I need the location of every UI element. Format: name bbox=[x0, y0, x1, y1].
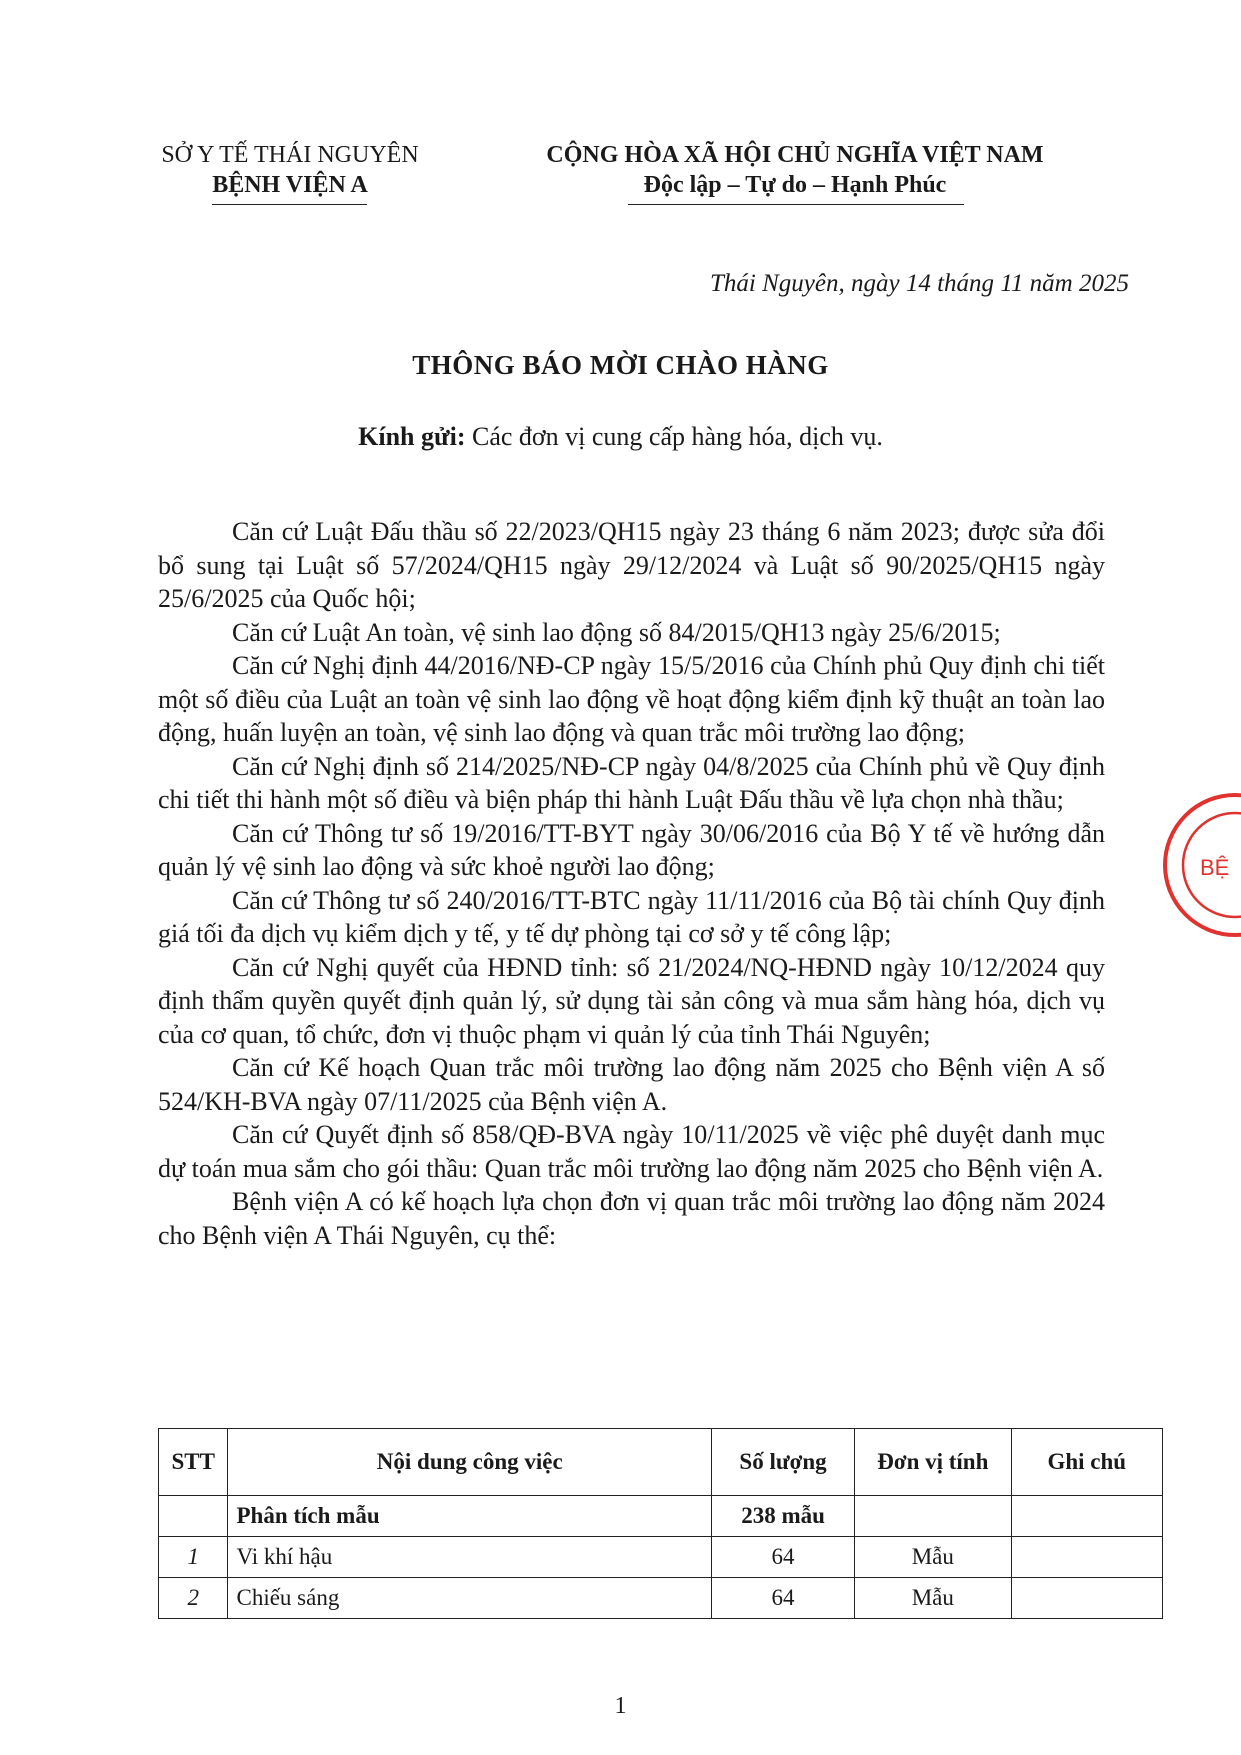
paragraph: Căn cứ Thông tư số 240/2016/TT-BTC ngày 11/11/2016 của Bộ tài chính Quy định giá tối đa dịch vụ kiểm dịch y tế, y tế dự phòng tại cơ sở y tế công lập; bbox=[158, 885, 1105, 948]
group-unit-cell bbox=[855, 1496, 1011, 1537]
column-header-unit: Đơn vị tính bbox=[855, 1429, 1011, 1496]
column-header-note: Ghi chú bbox=[1011, 1429, 1162, 1496]
org-name: BỆNH VIỆN A bbox=[212, 172, 368, 198]
paragraph: Căn cứ Nghị định số 214/2025/NĐ-CP ngày 04/8/2025 của Chính phủ về Quy định chi tiết thi hành một số điều và biện pháp thi hành Luật Đấu thầu về lựa chọn nhà thầu; bbox=[158, 751, 1105, 814]
recipient-line bbox=[0, 422, 1241, 452]
nation-name: CỘNG HÒA XÃ HỘI CHỦ NGHĨA VIỆT NAM bbox=[546, 142, 1044, 168]
date-line: Thái Nguyên, ngày 14 tháng 11 năm 2025 bbox=[710, 270, 1129, 297]
table-row bbox=[159, 1578, 1163, 1619]
table-header-row bbox=[159, 1429, 1163, 1496]
motto-underline bbox=[628, 204, 964, 205]
group-note-cell bbox=[1011, 1496, 1162, 1537]
row-stt-cell: 2 bbox=[159, 1578, 228, 1619]
row-note-cell bbox=[1011, 1537, 1162, 1578]
paragraph: Căn cứ Nghị định 44/2016/NĐ-CP ngày 15/5/2016 của Chính phủ Quy định chi tiết một số điều của Luật an toàn vệ sinh lao động về hoạt động kiểm định kỹ thuật an toàn lao động, huấn luyện an toàn, vệ sinh lao động và quan trắc môi trường lao động; bbox=[158, 651, 1105, 747]
national-heading bbox=[490, 140, 1100, 200]
issuing-agency bbox=[140, 140, 440, 200]
row-note-cell bbox=[1011, 1578, 1162, 1619]
paragraph: Căn cứ Kế hoạch Quan trắc môi trường lao động năm 2025 cho Bệnh viện A số 524/KH-BVA ngày 07/11/2025 của Bệnh viện A. bbox=[158, 1053, 1105, 1116]
row-quantity-cell: 64 bbox=[712, 1537, 855, 1578]
paragraph: Căn cứ Luật Đấu thầu số 22/2023/QH15 ngày 23 tháng 6 năm 2023; được sửa đổi bổ sung tại Luật số 57/2024/QH15 ngày 29/12/2024 và Luật số 90/2025/QH15 ngày 25/6/2025 của Quốc hội; bbox=[158, 517, 1105, 613]
official-stamp bbox=[1160, 790, 1241, 940]
parent-org: SỞ Y TẾ THÁI NGUYÊN bbox=[161, 142, 419, 168]
motto: Độc lập – Tự do – Hạnh Phúc bbox=[643, 172, 947, 198]
paragraph: Căn cứ Thông tư số 19/2016/TT-BYT ngày 30/06/2016 của Bộ Y tế về hướng dẫn quản lý vệ sinh lao động và sức khoẻ người lao động; bbox=[158, 818, 1105, 881]
row-quantity-cell: 64 bbox=[712, 1578, 855, 1619]
table-group-row bbox=[159, 1496, 1163, 1537]
column-header-quantity: Số lượng bbox=[712, 1429, 855, 1496]
column-header-stt: STT bbox=[159, 1429, 228, 1496]
paragraph: Căn cứ Luật An toàn, vệ sinh lao động số 84/2015/QH13 ngày 25/6/2015; bbox=[232, 617, 1001, 647]
paragraph: Bệnh viện A có kế hoạch lựa chọn đơn vị quan trắc môi trường lao động năm 2024 cho Bệnh viện A Thái Nguyên, cụ thể: bbox=[158, 1187, 1105, 1250]
row-unit-cell: Mẫu bbox=[855, 1537, 1011, 1578]
org-underline bbox=[212, 204, 367, 205]
page-number: 1 bbox=[614, 1693, 627, 1719]
row-stt-cell: 1 bbox=[159, 1537, 228, 1578]
row-unit-cell: Mẫu bbox=[855, 1578, 1011, 1619]
document-title: THÔNG BÁO MỜI CHÀO HÀNG bbox=[412, 350, 829, 380]
stamp-text: BỆ bbox=[1200, 855, 1230, 880]
row-content-cell: Chiếu sáng bbox=[228, 1578, 712, 1619]
paragraph: Căn cứ Nghị quyết của HĐND tỉnh: số 21/2024/NQ-HĐND ngày 10/12/2024 quy định thẩm quyền quyết định quản lý, sử dụng tài sản công và mua sắm hàng hóa, dịch vụ của cơ quan, tổ chức, đơn vị thuộc phạm vi quản lý của tỉnh Thái Nguyên; bbox=[158, 952, 1105, 1049]
group-quantity-cell: 238 mẫu bbox=[712, 1496, 855, 1537]
recipient-label: Kính gửi: bbox=[358, 422, 466, 451]
recipient-text: Các đơn vị cung cấp hàng hóa, dịch vụ. bbox=[465, 422, 883, 451]
group-stt-cell bbox=[159, 1496, 228, 1537]
table-row bbox=[159, 1537, 1163, 1578]
document-body bbox=[158, 515, 1105, 1252]
work-items-table bbox=[158, 1428, 1163, 1619]
column-header-content: Nội dung công việc bbox=[228, 1429, 712, 1496]
row-content-cell: Vi khí hậu bbox=[228, 1537, 712, 1578]
group-label-cell: Phân tích mẫu bbox=[228, 1496, 712, 1537]
paragraph: Căn cứ Quyết định số 858/QĐ-BVA ngày 10/11/2025 về việc phê duyệt danh mục dự toán mua sắm cho gói thầu: Quan trắc môi trường lao động năm 2025 cho Bệnh viện A. bbox=[158, 1120, 1105, 1183]
